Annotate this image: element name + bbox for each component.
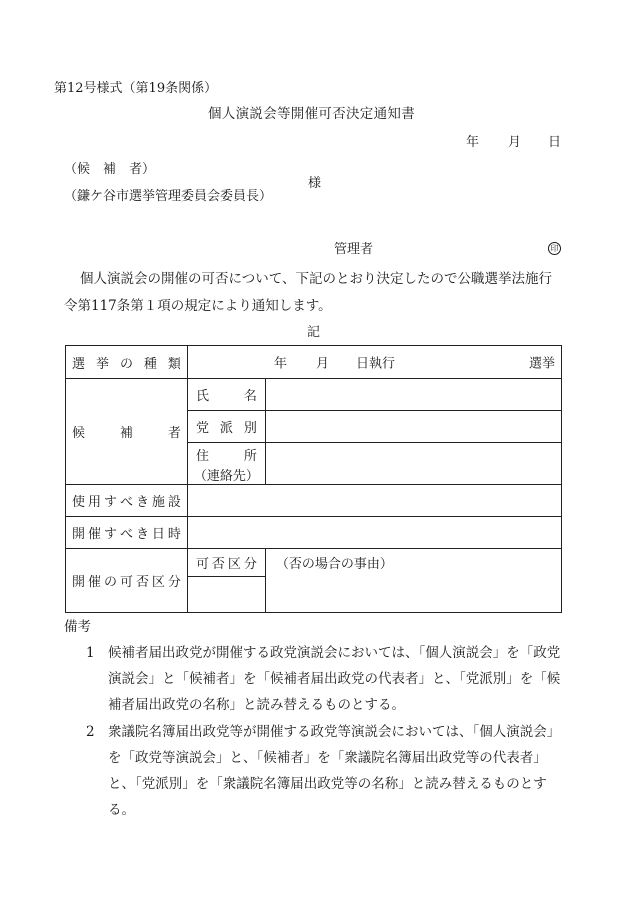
party-label: 党 派 別 [195, 421, 257, 436]
facility-label: 使 用 す べ き 施 設 [72, 495, 181, 510]
contact-label: （連絡先） [193, 469, 259, 484]
election-type-label-cell [66, 346, 188, 379]
address-label-cell [187, 443, 265, 485]
address-value-cell[interactable] [265, 443, 561, 485]
election-type-value-cell [187, 346, 561, 379]
approval-sub-label: 可 否 区 分 [195, 557, 257, 572]
election-day-exec: 日執行 [355, 356, 395, 372]
document-title: 個人演説会等開催可否決定通知書 [208, 106, 415, 122]
party-value-cell[interactable] [265, 411, 561, 443]
name-label-cell [187, 379, 265, 411]
approval-value-cell[interactable] [187, 577, 265, 613]
election-year: 年 [273, 356, 287, 372]
ki-label: 記 [307, 325, 321, 340]
note-2-number: 2 [86, 724, 95, 740]
addressee-committee: （鎌ケ谷市選挙管理委員会委員長） [64, 189, 273, 204]
name-label: 氏 名 [195, 389, 257, 404]
note-2-text: 衆議院名簿届出政党等が開催する政党等演説会においては、「個人演説会」を「政党等演説会」と、「候補者」を「衆議院名簿届出政党等の代表者」と、「党派別」を「衆議院名簿届出政党等の名称」と読み替えるものとする。 [108, 724, 561, 818]
reason-cell[interactable] [265, 549, 561, 613]
note-1 [86, 640, 564, 718]
datetime-value-cell[interactable] [187, 517, 561, 549]
address-label: 住 所 [195, 449, 257, 464]
name-value-cell[interactable] [265, 379, 561, 411]
candidate-label: 候 補 者 [72, 426, 181, 441]
addressee-candidate: （候 補 者） [64, 162, 156, 177]
notice-table [65, 345, 562, 613]
note-1-text: 候補者届出政党が開催する政党演説会においては、「個人演説会」を「政党演説会」と「候補者」を「候補者届出政党の代表者」と、「党派別」を「候補者届出政党の名称」と読み替えるものとする。 [108, 645, 561, 713]
administrator-label: 管理者 [334, 242, 374, 257]
date-month: 月 [508, 135, 522, 150]
party-label-cell [187, 411, 265, 443]
seal-mark: 印 [548, 242, 561, 255]
election-suffix: 選挙 [528, 356, 555, 372]
date-year: 年 [466, 135, 480, 150]
date-day: 日 [548, 135, 562, 150]
notice-body [64, 266, 564, 320]
election-month: 月 [315, 356, 329, 372]
approval-label: 開 催 の 可 否 区 分 [72, 575, 181, 590]
facility-value-cell[interactable] [187, 485, 561, 517]
candidate-label-cell [66, 379, 188, 485]
note-1-number: 1 [86, 645, 95, 661]
datetime-label-cell [66, 517, 188, 549]
approval-sub-label-cell [187, 549, 265, 577]
datetime-label: 開 催 す べ き 日 時 [72, 527, 181, 542]
notice-body-text: 個人演説会の開催の可否について、下記のとおり決定したので公職選挙法施行令第117条第１項の規定により通知します。 [64, 271, 552, 314]
addressee-honorific: 様 [308, 176, 322, 191]
note-2 [86, 719, 564, 823]
remarks-label: 備考 [64, 619, 91, 635]
form-number: 第12号様式（第19条関係） [54, 81, 218, 96]
election-type-label: 選 挙 の 種 類 [72, 356, 181, 372]
approval-label-cell [66, 549, 188, 613]
reason-label: （否の場合の事由） [275, 557, 393, 572]
facility-label-cell [66, 485, 188, 517]
